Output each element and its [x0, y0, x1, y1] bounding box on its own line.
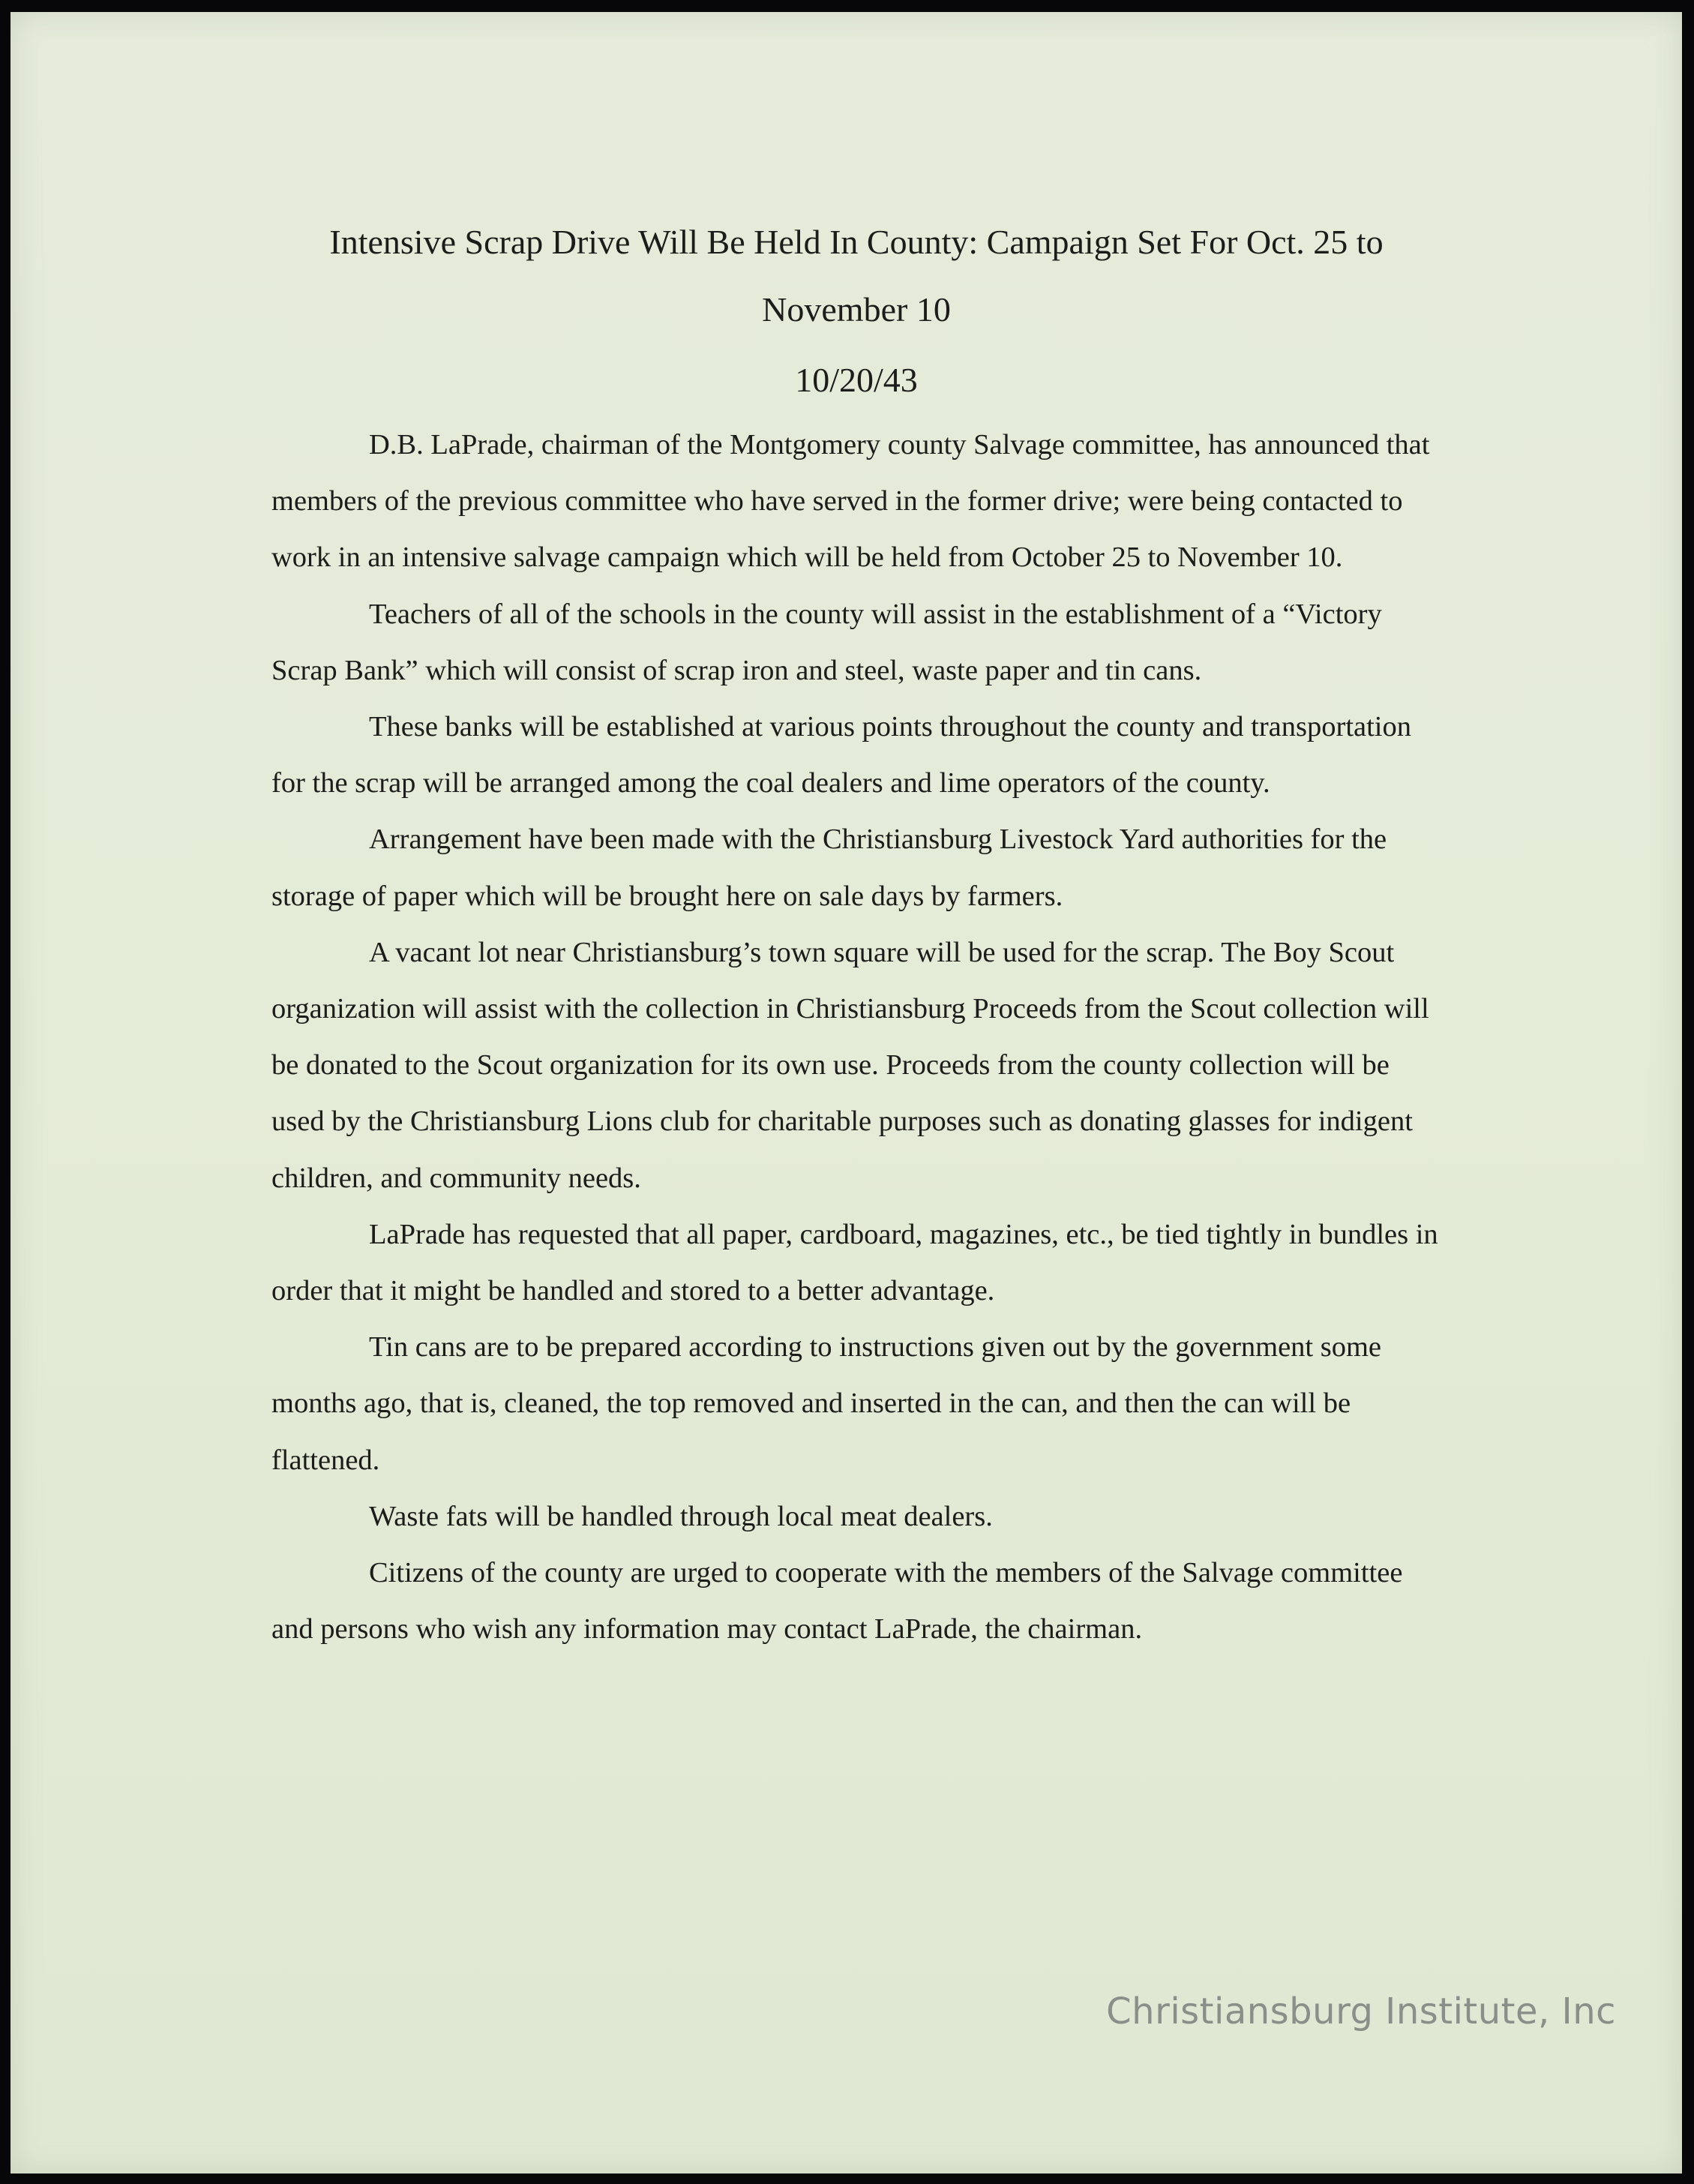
paragraph-9: Citizens of the county are urged to cooperate with the members of the Salvage committee and persons who wish any information may contact LaPrade, the chairman. [271, 1557, 1403, 1646]
paragraph-7: Tin cans are to be prepared according to instructions given out by the government some months ago, that is, cleaned, the top removed and inserted in the can, and then the can will be flattened. [271, 1331, 1382, 1476]
paragraph-8: Waste fats will be handled through local meat dealers. [369, 1500, 993, 1532]
article-title: Intensive Scrap Drive Will Be Held In County: Campaign Set For Oct. 25 to November 10 [329, 223, 1384, 328]
article [271, 208, 1441, 1658]
paragraph-3: These banks will be established at various points throughout the county and transportation for the scrap will be arranged among the coal dealers and lime operators of the county. [271, 711, 1412, 800]
institution-watermark: Christiansburg Institute, Inc [1106, 1990, 1616, 2032]
paragraph-4: Arrangement have been made with the Christiansburg Livestock Yard authorities for the storage of paper which will be brought here on sale days by farmers. [271, 824, 1387, 912]
paragraph-1: D.B. LaPrade, chairman of the Montgomery county Salvage committee, has announced that members of the previous committee who have served in the former drive; were being contacted to work in an intensive salvage campaign which will be held from October 25 to November 10. [271, 429, 1430, 574]
paper-sheet [10, 12, 1682, 2174]
paragraph-6: LaPrade has requested that all paper, cardboard, magazines, etc., be tied tightly in bundles in order that it might be handled and stored to a better advantage. [271, 1218, 1438, 1307]
paragraph-5: A vacant lot near Christiansburg’s town square will be used for the scrap. The Boy Scout organization will assist with the collection in Christiansburg Proceeds from the Scout collection will be donated to the Scout organization for its own use. Proceeds from the county collection will be used by the Christiansburg Lions club for charitable purposes such as donating glasses for indigent children, and community needs. [271, 936, 1429, 1194]
article-date: 10/20/43 [795, 361, 918, 399]
paragraph-2: Teachers of all of the schools in the county will assist in the establishment of a “Victory Scrap Bank” which will consist of scrap iron and steel, waste paper and tin cans. [271, 598, 1382, 686]
